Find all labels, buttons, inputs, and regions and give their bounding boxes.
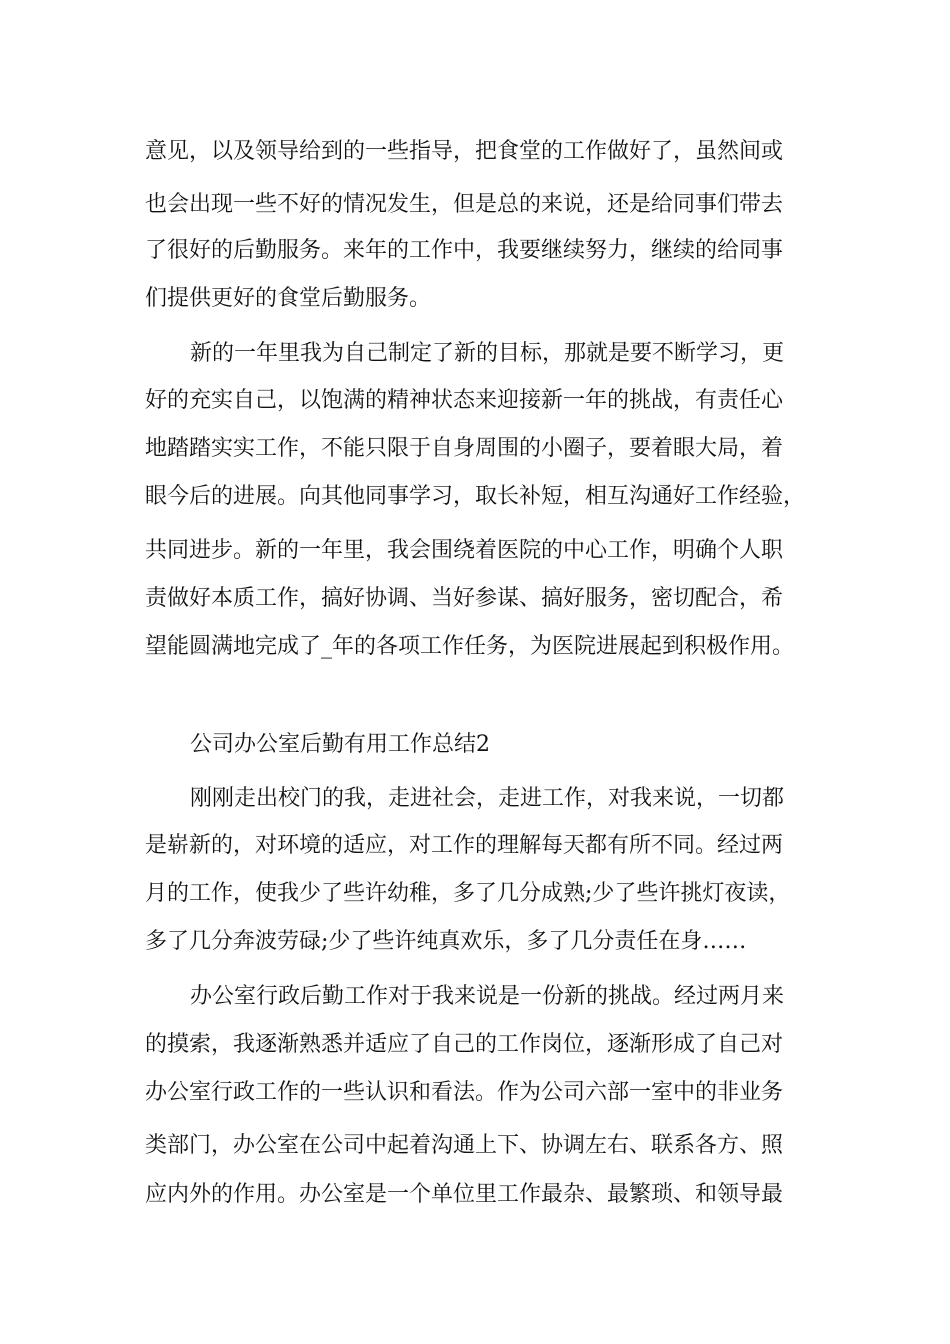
text-line: 刚刚走出校门的我，走进社会，走进工作，对我来说，一切都 bbox=[190, 786, 785, 811]
section-heading: 公司办公室后勤有用工作总结2 bbox=[190, 732, 490, 757]
text-line: 眼今后的进展。向其他同事学习，取长补短，相互沟通好工作经验， bbox=[145, 484, 806, 509]
text-line: 办公室行政后勤工作对于我来说是一份新的挑战。经过两月来 bbox=[190, 984, 785, 1009]
text-line: 共同进步。新的一年里，我会围绕着医院的中心工作，明确个人职 bbox=[145, 538, 784, 563]
text-line: 责做好本质工作，搞好协调、当好参谋、搞好服务，密切配合，希 bbox=[145, 586, 784, 611]
text-line: 类部门，办公室在公司中起着沟通上下、协调左右、联系各方、照 bbox=[145, 1133, 784, 1158]
text-line: 是崭新的，对环境的适应，对工作的理解每天都有所不同。经过两 bbox=[145, 833, 784, 858]
text-line: 意见，以及领导给到的一些指导，把食堂的工作做好了，虽然间或 bbox=[145, 139, 784, 164]
text-line: 办公室行政工作的一些认识和看法。作为公司六部一室中的非业务 bbox=[145, 1080, 784, 1105]
text-line: 月的工作，使我少了些许幼稚，多了几分成熟;少了些许挑灯夜读， bbox=[145, 881, 791, 906]
text-line: 也会出现一些不好的情况发生，但是总的来说，还是给同事们带去 bbox=[145, 192, 784, 217]
text-line: 们提供更好的食堂后勤服务。 bbox=[145, 286, 432, 311]
text-line: 新的一年里我为自己制定了新的目标，那就是要不断学习，更 bbox=[190, 341, 785, 366]
text-line: 多了几分奔波劳碌;少了些许纯真欢乐，多了几分责任在身…… bbox=[145, 929, 747, 954]
text-line: 应内外的作用。办公室是一个单位里工作最杂、最繁琐、和领导最 bbox=[145, 1182, 784, 1207]
text-line: 了很好的后勤服务。来年的工作中，我要继续努力，继续的给同事 bbox=[145, 238, 784, 263]
text-line: 的摸索，我逐渐熟悉并适应了自己的工作岗位，逐渐形成了自己对 bbox=[145, 1032, 784, 1057]
text-line: 好的充实自己，以饱满的精神状态来迎接新一年的挑战，有责任心 bbox=[145, 388, 784, 413]
text-line: 地踏踏实实工作，不能只限于自身周围的小圈子，要着眼大局，着 bbox=[145, 436, 784, 461]
text-line: 望能圆满地完成了_年的各项工作任务，为医院进展起到积极作用。 bbox=[145, 634, 795, 659]
